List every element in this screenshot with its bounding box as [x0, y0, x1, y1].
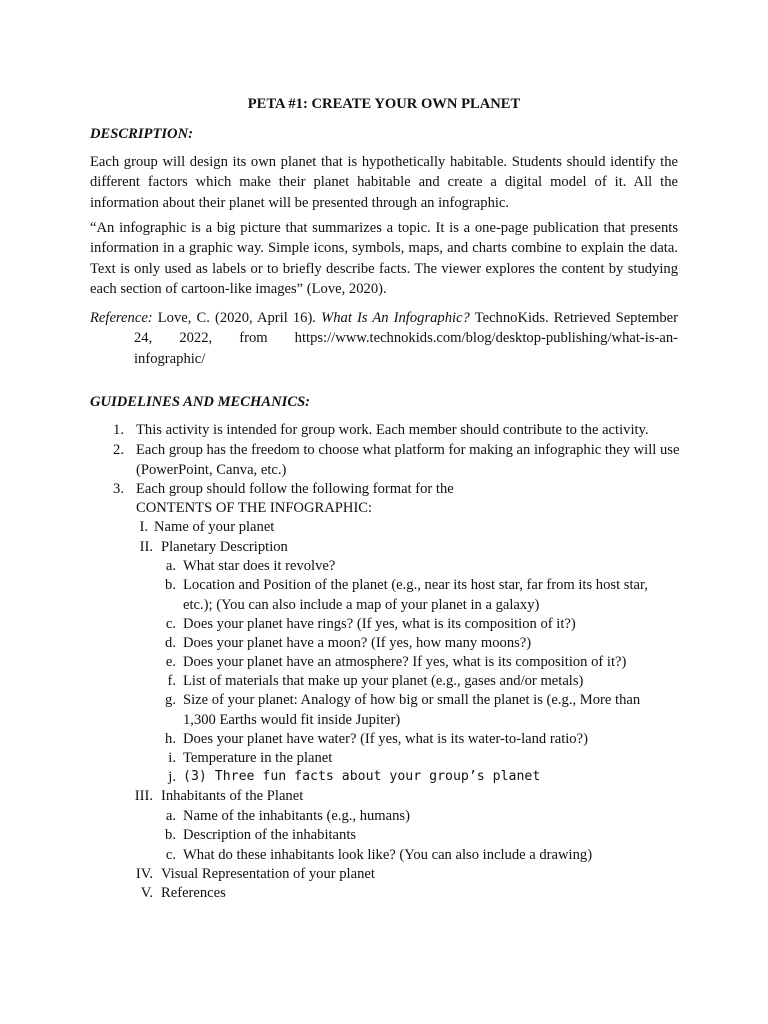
- subitem-text: List of materials that make up your planet (e.g., gases and/or metals): [183, 673, 584, 689]
- subitem-text: Does your planet have water? (If yes, what is its water-to-land ratio?): [183, 731, 588, 747]
- section-marker: II.: [139, 539, 153, 555]
- reference-label: Reference:: [90, 310, 153, 326]
- subitem-marker: f.: [167, 673, 176, 689]
- reference-title: What Is An Infographic?: [321, 310, 470, 326]
- subitem-marker: d.: [165, 635, 176, 651]
- subitem-marker: c.: [165, 847, 176, 863]
- item-marker: 2.: [113, 442, 124, 458]
- document-title: PETA #1: CREATE YOUR OWN PLANET: [247, 96, 521, 112]
- section-text: Inhabitants of the Planet: [161, 788, 304, 804]
- subitem-text: What star does it revolve?: [183, 558, 336, 574]
- subitem-text: Description of the inhabitants: [183, 827, 357, 843]
- subitem-marker: g.: [165, 692, 176, 708]
- subitem-text: Location and Position of the planet (e.g., near its host star, far from its host star, etc.); (You can also include a map of your planet in a galaxy): [183, 577, 648, 614]
- contents-heading: CONTENTS OF THE INFOGRAPHIC:: [136, 500, 373, 516]
- item-marker: 3.: [113, 481, 124, 497]
- item-text: This activity is intended for group work. Each member should contribute to the activity.: [136, 422, 649, 438]
- section-marker: IV.: [135, 866, 153, 882]
- subitem-text: Does your planet have a moon? (If yes, how many moons?): [183, 635, 532, 651]
- description-paragraph: Each group will design its own planet that is hypothetically habitable. Students should identify the different factors which make their planet habitable and create a digital model of it. All the information about their planet will be presented through an infographic.: [90, 154, 678, 211]
- subitem-text: Does your planet have rings? (If yes, what is its composition of it?): [183, 616, 576, 632]
- subitem-text: Temperature in the planet: [183, 750, 333, 766]
- section-marker: III.: [134, 788, 153, 804]
- section-text: Planetary Description: [161, 539, 288, 555]
- reference-citation: [90, 308, 678, 369]
- section-text: Name of your planet: [154, 519, 275, 535]
- subitem-marker: e.: [165, 654, 176, 670]
- subitem-marker: i.: [168, 750, 176, 766]
- subitem-marker: b.: [165, 827, 176, 843]
- subitem-marker: j.: [168, 769, 176, 785]
- subitem-text: What do these inhabitants look like? (You can also include a drawing): [183, 847, 593, 863]
- subitem-text: (3) Three fun facts about your group’s planet: [183, 769, 541, 784]
- section-marker: I.: [139, 519, 148, 535]
- guidelines-heading: GUIDELINES AND MECHANICS:: [90, 394, 311, 410]
- subitem-text: Size of your planet: Analogy of how big or small the planet is (e.g., More than 1,300 Earths would fit inside Jupiter): [183, 692, 641, 729]
- item-text: Each group has the freedom to choose what platform for making an infographic they will use (PowerPoint, Canva, etc.): [136, 442, 680, 479]
- section-text: Visual Representation of your planet: [161, 866, 375, 882]
- infographic-quote: “An infographic is a big picture that summarizes a topic. It is a one-page publication that presents information in a graphic way. Simple icons, symbols, maps, and charts combine to explain the data. Text is only used as labels or to briefly describe facts. The viewer explores the content by studying each section of cartoon-like images” (Love, 2020).: [90, 220, 678, 298]
- reference-author: Love, C. (2020, April 16).: [157, 310, 316, 326]
- subitem-marker: c.: [165, 616, 176, 632]
- subitem-text: Name of the inhabitants (e.g., humans): [183, 808, 410, 824]
- section-marker: V.: [140, 885, 153, 901]
- description-heading: DESCRIPTION:: [90, 126, 193, 142]
- section-text: References: [161, 885, 226, 901]
- item-text: Each group should follow the following format for the: [136, 481, 454, 497]
- reference-source: TechnoKids. Retrieved September 24, 2022, from https://www.technokids.com/blog/desktop-publishing/what-is-an-infographic/: [134, 310, 678, 367]
- subitem-marker: a.: [165, 808, 176, 824]
- subitem-text: Does your planet have an atmosphere? If yes, what is its composition of it?): [183, 654, 627, 670]
- subitem-marker: a.: [165, 558, 176, 574]
- subitem-marker: b.: [165, 577, 176, 593]
- subitem-marker: h.: [165, 731, 176, 747]
- item-marker: 1.: [113, 422, 124, 438]
